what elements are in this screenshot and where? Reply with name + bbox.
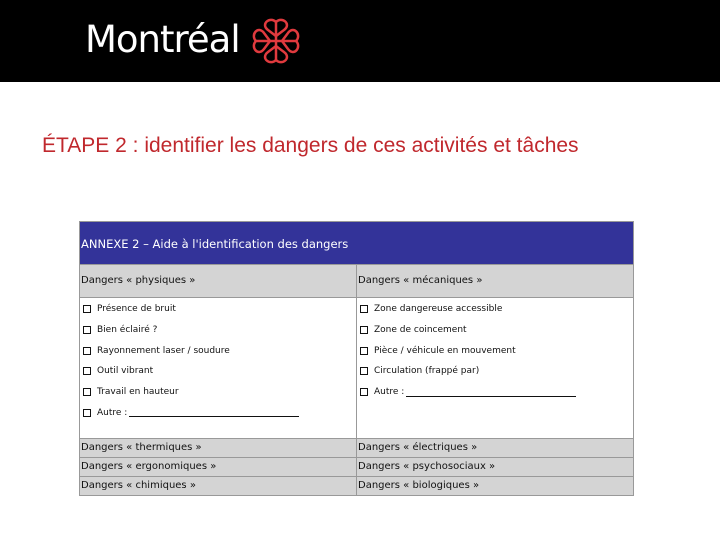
checklist-item: [81, 402, 356, 423]
hazard-category: Dangers « biologiques »: [356, 477, 632, 495]
hazard-category: Dangers « ergonomiques »: [81, 461, 217, 472]
checklist-item-label: Bien éclairé ?: [97, 325, 158, 336]
checkbox[interactable]: [83, 388, 91, 396]
hazard-category-row: [80, 438, 633, 457]
header-banner: [0, 0, 720, 82]
checkbox[interactable]: [83, 305, 91, 313]
checklist-item-label: Autre :: [374, 387, 405, 398]
hazard-category: Dangers « psychosociaux »: [356, 458, 632, 476]
checkbox[interactable]: [83, 347, 91, 355]
montreal-logo-text: Montréal: [85, 18, 240, 61]
checkbox[interactable]: [83, 326, 91, 334]
checklist-item: [81, 320, 356, 341]
checklist-row: [80, 297, 633, 438]
table-header-row: [80, 264, 633, 297]
col-header-mecaniques: Dangers « mécaniques »: [356, 265, 632, 297]
checklist-item: [81, 382, 356, 403]
checklist-item: [81, 299, 356, 320]
checkbox[interactable]: [360, 388, 368, 396]
hazard-category: Dangers « électriques »: [356, 439, 632, 457]
physical-hazards-list: [80, 298, 356, 438]
checklist-item: [358, 340, 632, 361]
checklist-item: [358, 382, 632, 403]
hazard-category-row: [80, 476, 633, 495]
checkbox[interactable]: [83, 367, 91, 375]
fill-in-line[interactable]: [406, 388, 576, 397]
checklist-item-label: Travail en hauteur: [97, 387, 179, 398]
page-title: ÉTAPE 2 : identifier les dangers de ces activités et tâches: [42, 134, 579, 157]
checklist-item: [358, 320, 632, 341]
checklist-item-label: Rayonnement laser / soudure: [97, 345, 230, 356]
checklist-item: [358, 361, 632, 382]
col-header-physiques: Dangers « physiques »: [81, 275, 196, 286]
hazard-table: [79, 221, 634, 496]
checkbox[interactable]: [360, 347, 368, 355]
checklist-item: [358, 299, 632, 320]
checklist-item-label: Zone dangereuse accessible: [374, 304, 503, 315]
checklist-item-label: Zone de coincement: [374, 325, 467, 336]
mechanical-hazards-list: [356, 298, 632, 438]
checkbox[interactable]: [360, 305, 368, 313]
checklist-item: [81, 340, 356, 361]
hazard-category: Dangers « chimiques »: [81, 480, 196, 491]
checklist-item-label: Circulation (frappé par): [374, 366, 480, 377]
checkbox[interactable]: [360, 367, 368, 375]
fill-in-line[interactable]: [129, 408, 299, 417]
checklist-item: [81, 361, 356, 382]
checklist-item-label: Outil vibrant: [97, 366, 154, 377]
montreal-emblem-icon: [252, 18, 300, 64]
checklist-item-label: Présence de bruit: [97, 304, 176, 315]
table-heading: ANNEXE 2 – Aide à l'identification des dangers: [80, 222, 633, 264]
checkbox[interactable]: [83, 409, 91, 417]
checkbox[interactable]: [360, 326, 368, 334]
hazard-category: Dangers « thermiques »: [81, 442, 202, 453]
checklist-item-label: Autre :: [97, 407, 128, 418]
checklist-item-label: Pièce / véhicule en mouvement: [374, 345, 516, 356]
hazard-category-row: [80, 457, 633, 476]
